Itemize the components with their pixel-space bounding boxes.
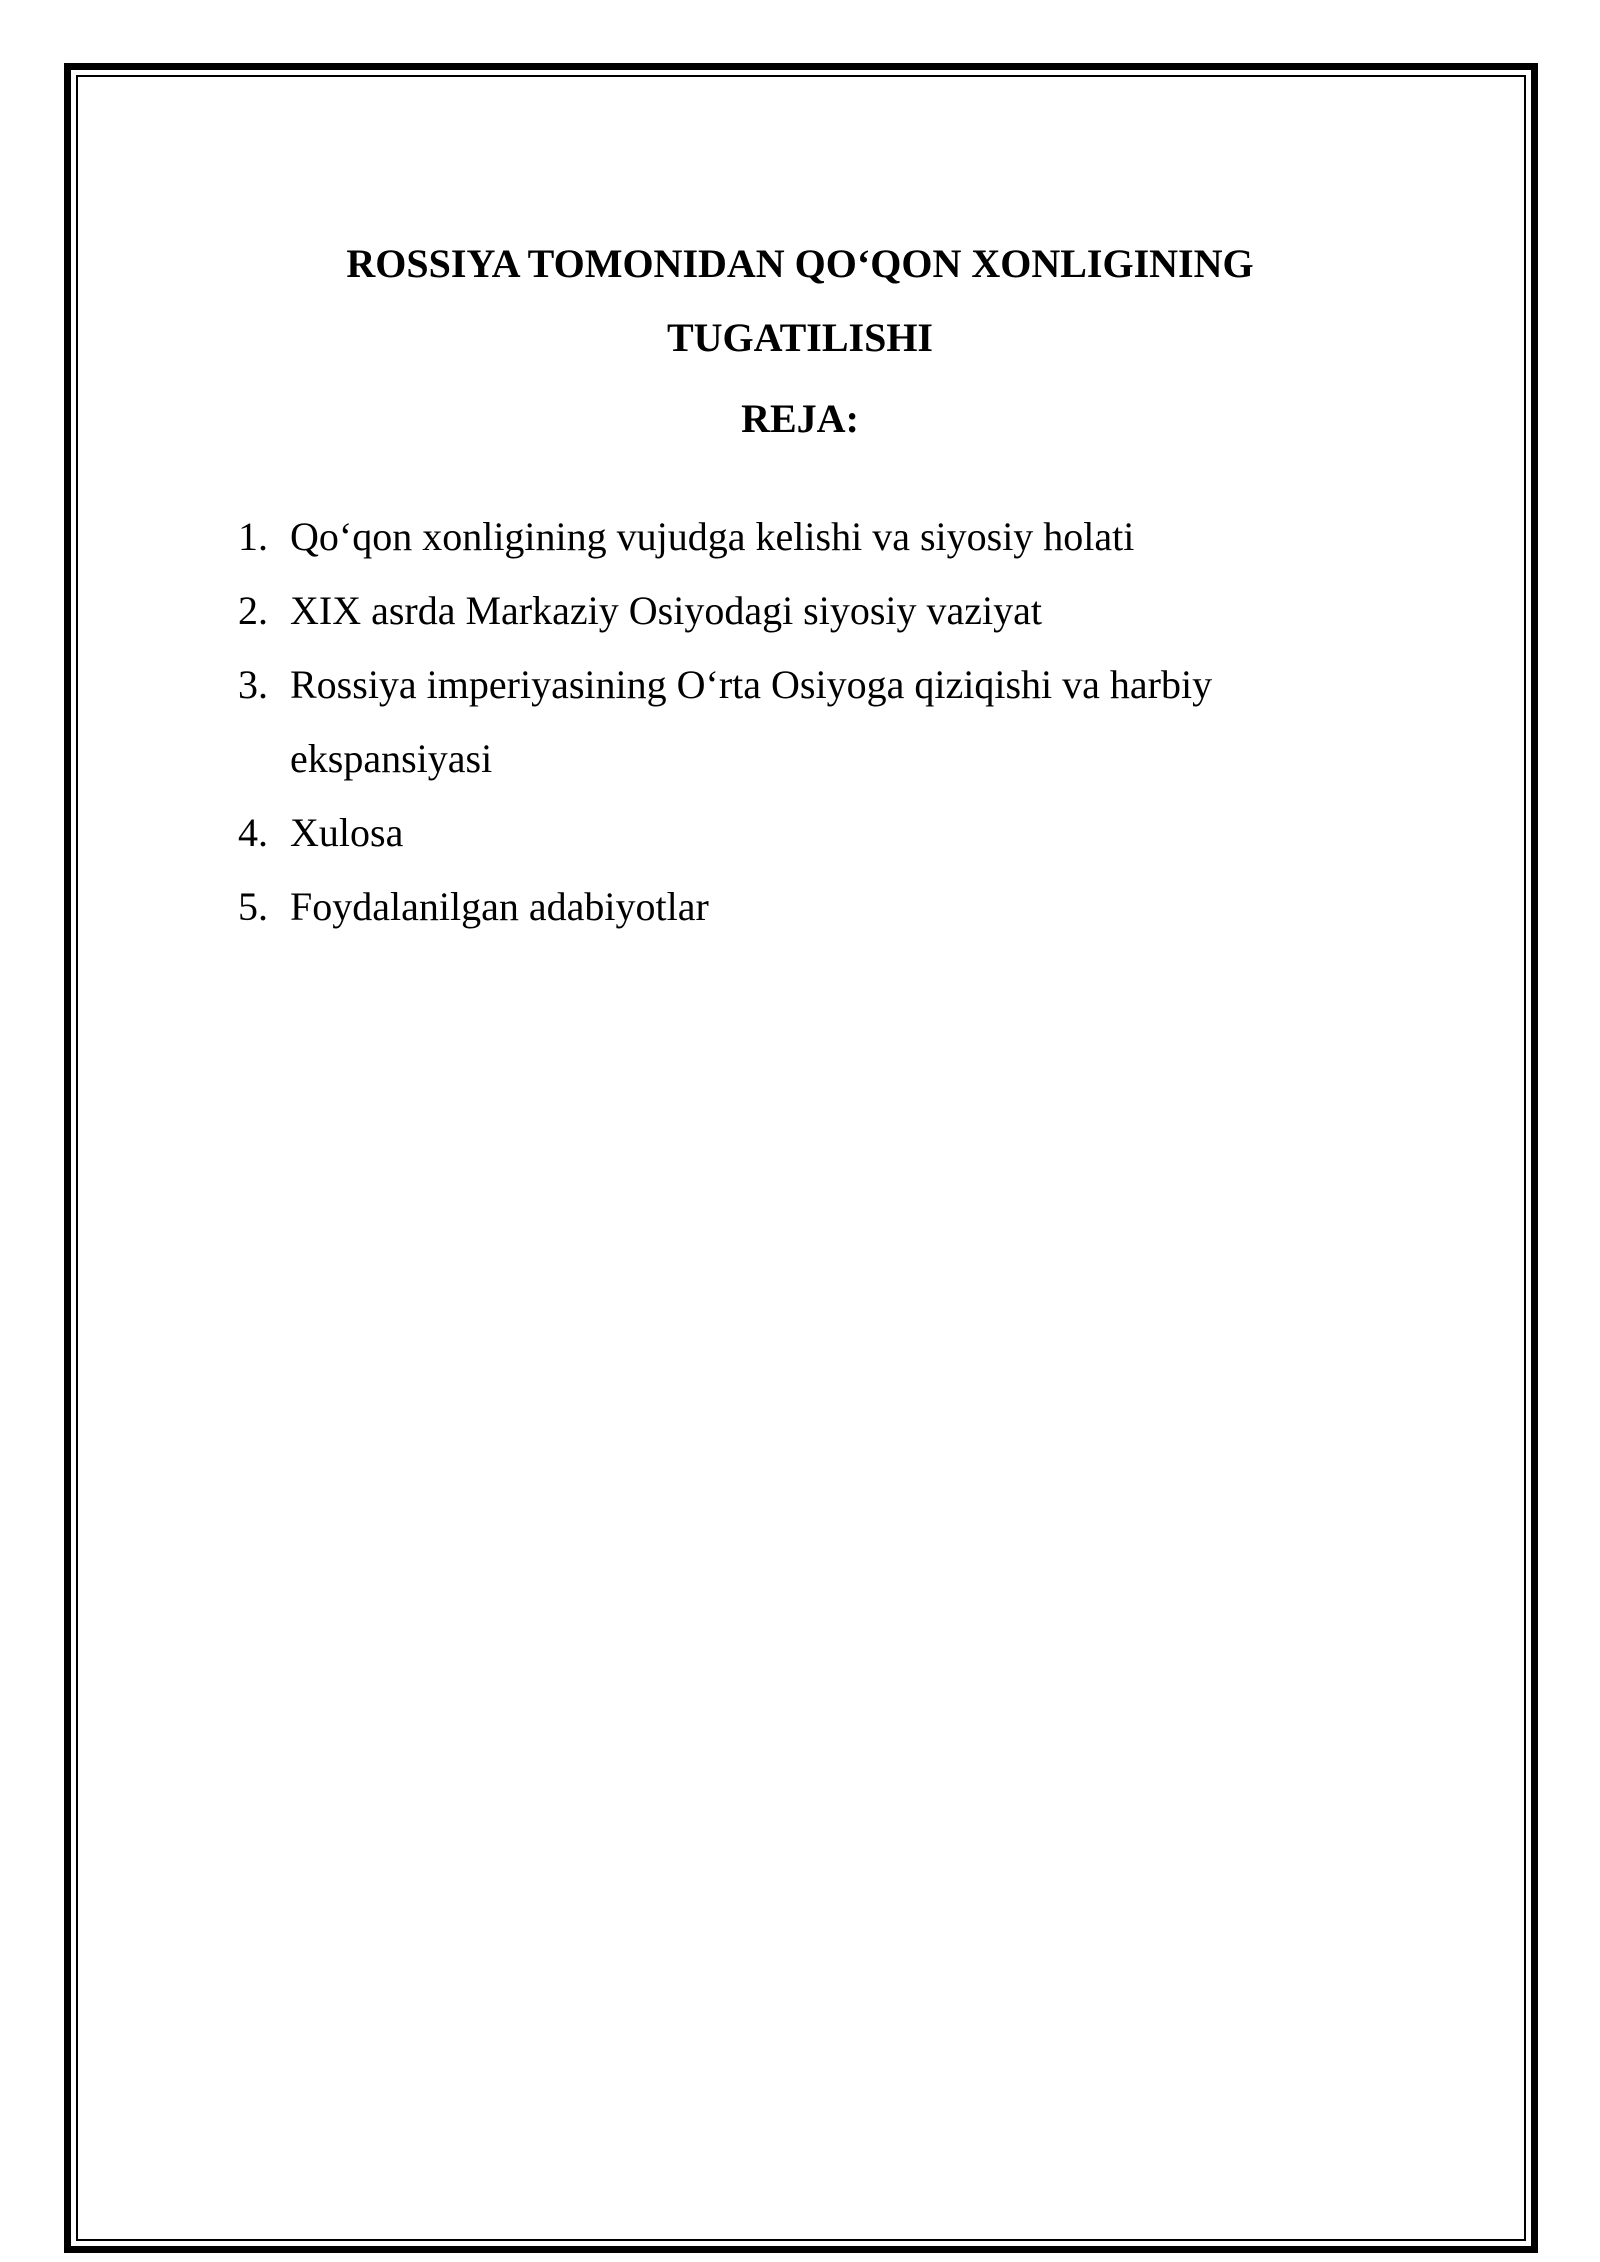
plan-item-text: Rossiya imperiyasining O‘rta Osiyoga qiziqishi va harbiy ekspansiyasi [290,662,1213,781]
document-title-line-2: TUGATILISHI [666,315,933,360]
plan-item-text: Xulosa [290,810,404,855]
plan-item-number: 2. [238,588,268,633]
plan-list [238,500,1338,944]
plan-item [238,648,1338,796]
plan-item-number: 3. [238,662,268,707]
plan-item-text: Qo‘qon xonligining vujudga kelishi va siyosiy holati [290,514,1135,559]
plan-item-text: XIX asrda Markaziy Osiyodagi siyosiy vaziyat [290,588,1043,633]
plan-item-number: 5. [238,884,268,929]
plan-item [238,796,1338,870]
plan-item-number: 1. [238,514,268,559]
plan-item [238,574,1338,648]
plan-item-text: Foydalanilgan adabiyotlar [290,884,709,929]
plan-item [238,870,1338,944]
plan-item [238,500,1338,574]
document-title-line-1: ROSSIYA TOMONIDAN QO‘QON XONLIGINING [346,241,1254,286]
plan-item-number: 4. [238,810,268,855]
plan-heading: REJA: [741,396,859,441]
